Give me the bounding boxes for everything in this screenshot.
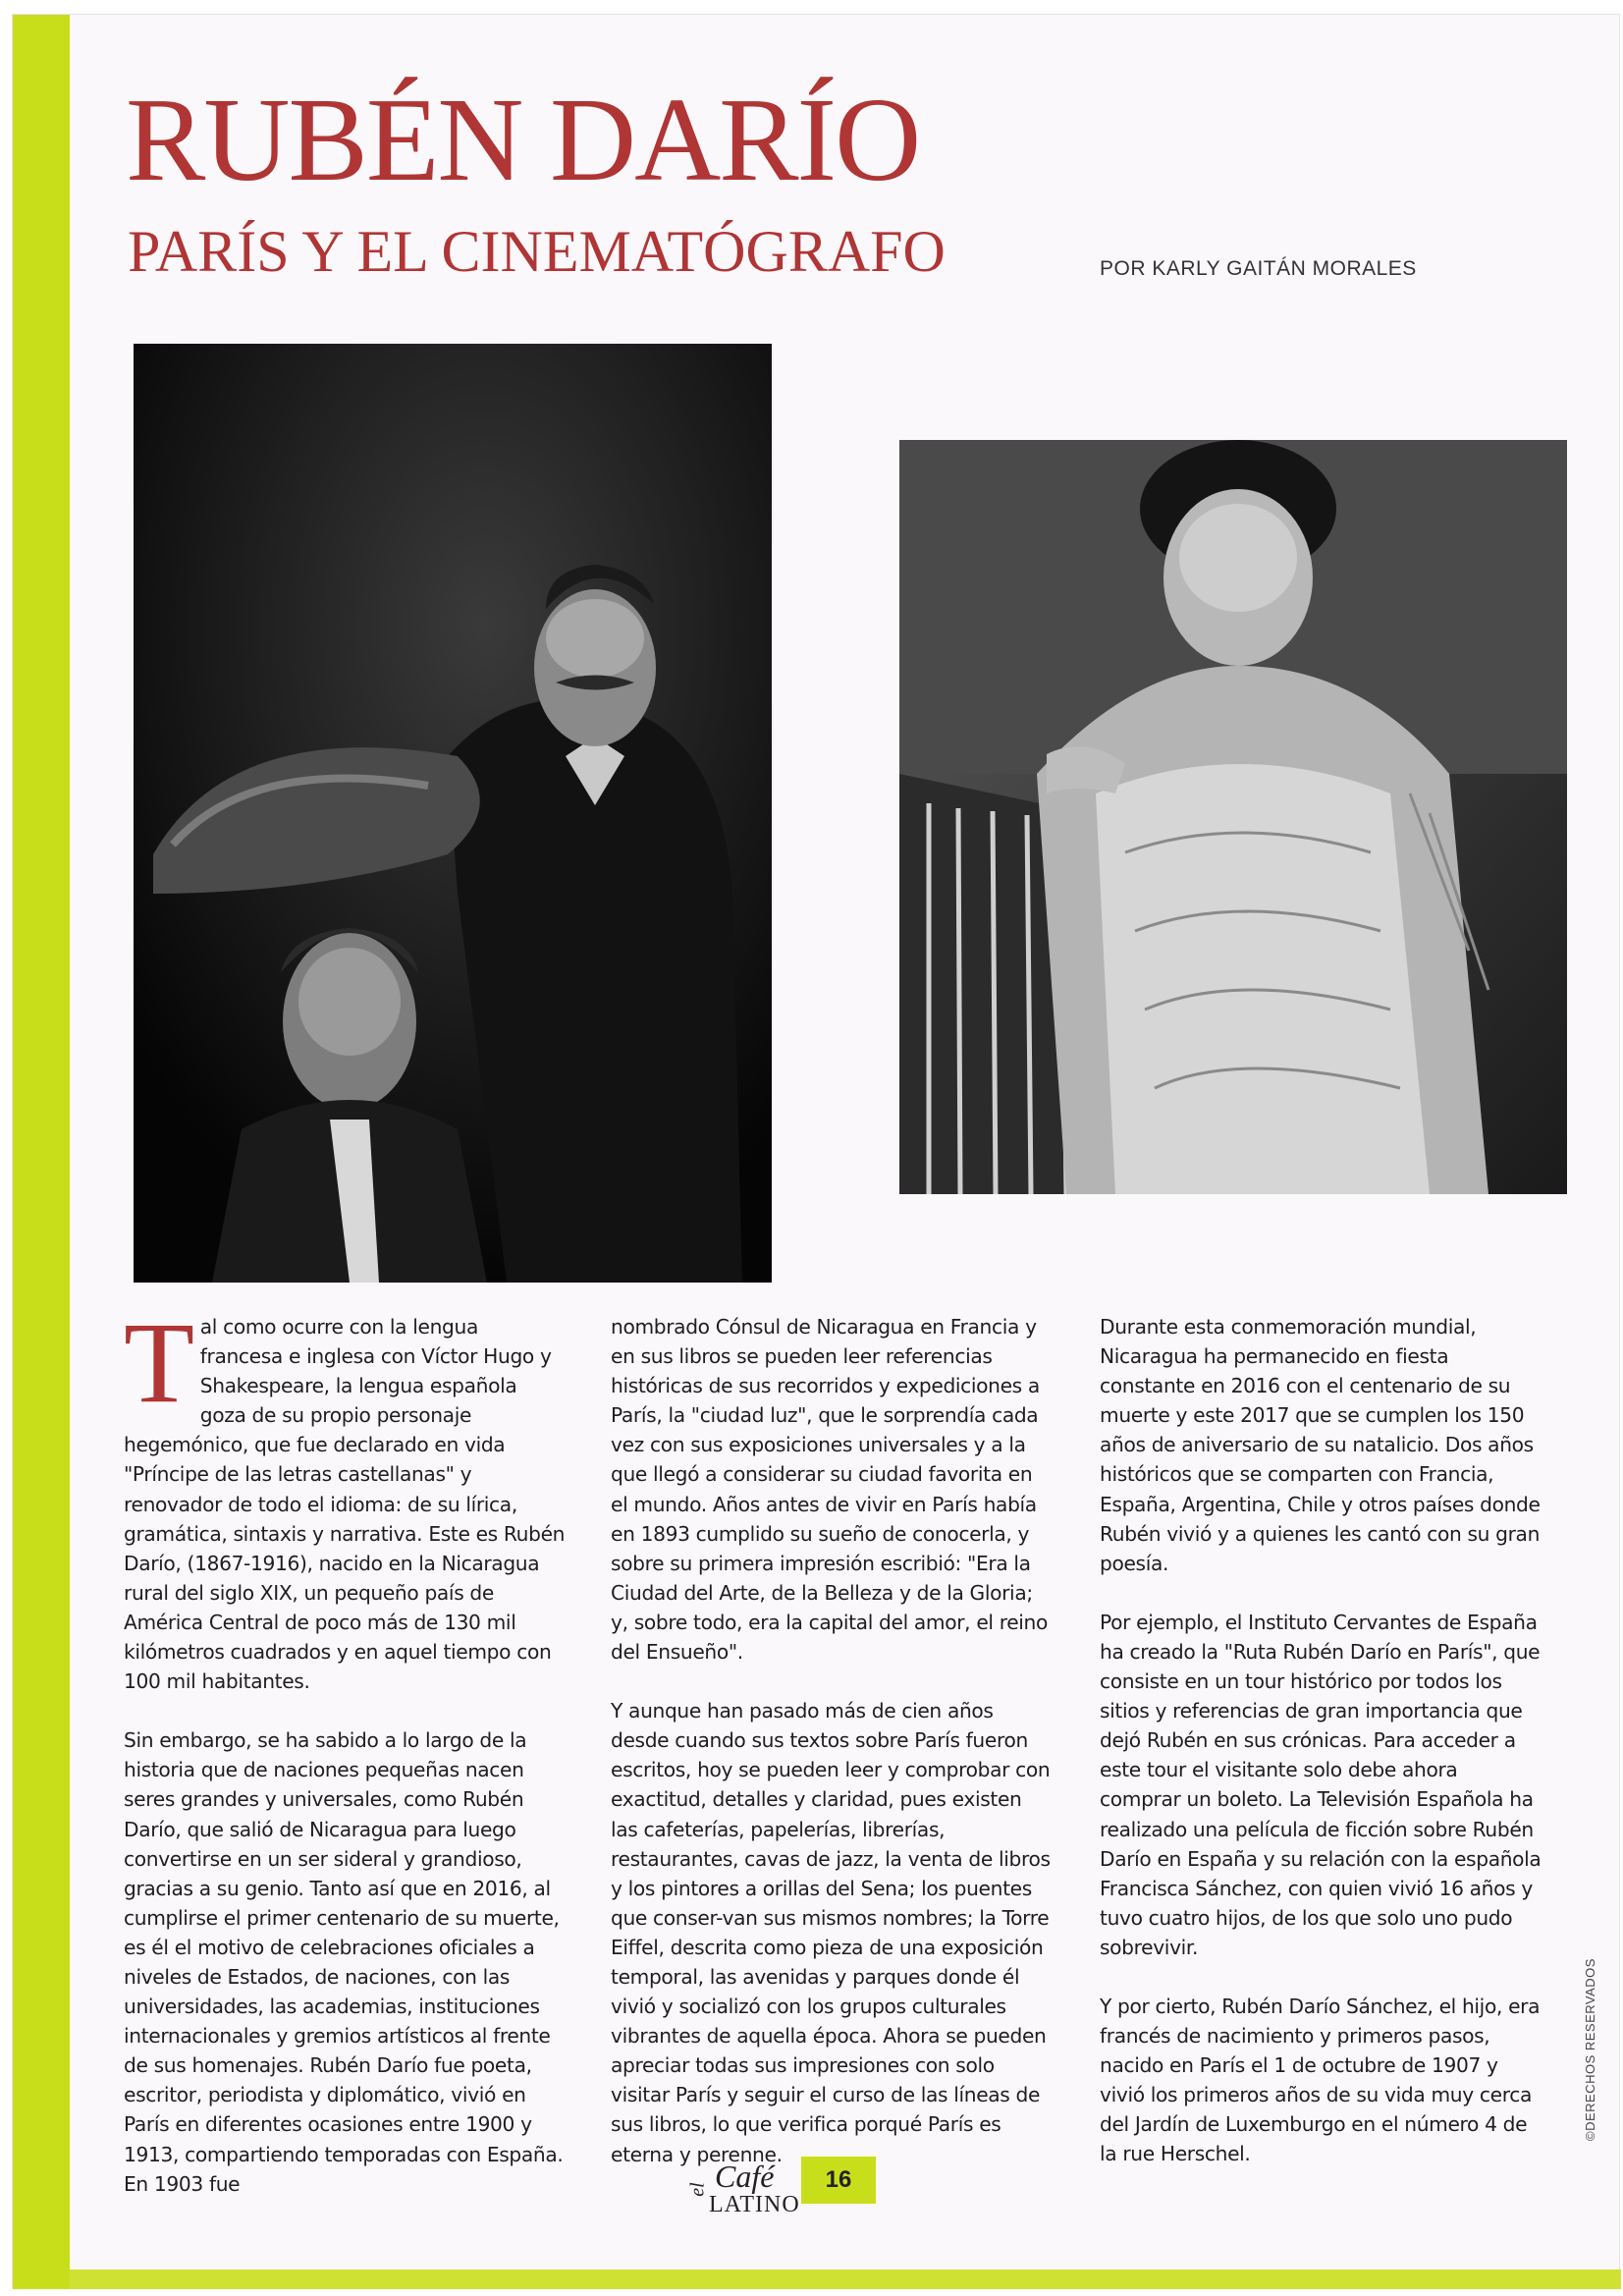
article-column-1 — [124, 1298, 566, 2228]
paragraph: Y aunque han pasado más de cien años desde cuando sus textos sobre París fueron escritos, hoy se pueden leer y comprobar con exactitud, detalles y claridad, pues existen las cafeterías, papelerías, librerías, restaurantes, cavas de jazz, la venta de libros y los pintores a orillas del Sena; los puentes que conser-van sus mismos nombres; la Torre Eiffel, descrita como pieza de una exposición temporal, las avenidas y parques donde él vivió y socializó con los grupos culturales vibrantes de aquella época. Ahora se pueden apreciar todas sus impresiones con solo visitar París y seguir el curso de las líneas de sus libros, lo que verifica porqué París es eterna y perenne. — [611, 1699, 1051, 2166]
logo-cafe: Café — [715, 2159, 775, 2194]
copyright-notice: ©DERECHOS RESERVADOS — [1583, 1958, 1597, 2141]
photo-woman-portrait — [899, 440, 1567, 1194]
paragraph: Sin embargo, se ha sabido a lo largo de la historia que de naciones pequeñas nacen seres grandes y universales, como Rubén Darío, que salió de Nicaragua para luego convertirse en un ser sideral y grandioso, gracias a su genio. Tanto así que en 2016, al cumplirse el primer centenario de su muerte, es él el motivo de celebraciones oficiales a niveles de Estados, de naciones, con las universidades, las academias, instituciones internacionales y gremios artísticos al frente de sus homenajes. Rubén Darío fue poeta, escritor, periodista y diplomático, vivió en París en diferentes ocasiones entre 1900 y 1913, compartiendo temporadas con España. En 1903 fue — [124, 1728, 564, 2196]
page-number: 16 — [801, 2157, 876, 2204]
article-subtitle: PARÍS Y EL CINEMATÓGRAFO — [128, 219, 946, 284]
paragraph-text: al como ocurre con la lengua francesa e inglesa con Víctor Hugo y Shakespeare, la lengua española goza de su propio personaje hegemónico, que fue declarado en vida "Príncipe de las letras castellanas" y renovador de todo el idioma: de su lírica, gramática, sintaxis y narrativa. Este es Rubén Darío, (1867-1916), nacido en la Nicaragua rural del siglo XIX, un pequeño país de América Central de poco más de 130 mil kilómetros cuadrados y en aquel tiempo con 100 mil habitantes. — [124, 1315, 566, 1694]
magazine-logo — [686, 2159, 800, 2221]
paragraph: Durante esta conmemoración mundial, Nicaragua ha permanecido en fiesta constante en 2016 con el centenario de su muerte y este 2017 que se cumplen los 150 años de aniversario de su natalicio. Dos años históricos que se comparten con Francia, España, Argentina, Chile y otros países donde Rubén vivió y a quienes les cantó con su gran poesía. — [1100, 1315, 1541, 1575]
paragraph — [124, 1298, 566, 1696]
logo-latino: LATINO — [709, 2192, 800, 2217]
paragraph: nombrado Cónsul de Nicaragua en Francia y en sus libros se pueden leer referencias históricas de sus recorridos y expediciones a París, la "ciudad luz", que le sorprendía cada vez con sus exposiciones universales y a la que llegó a considerar su ciudad favorita en el mundo. Años antes de vivir en París había en 1893 cumplido su sueño de conocerla, y sobre su primera impresión escribió: "Era la Ciudad del Arte, de la Belleza y de la Gloria; y, sobre todo, era la capital del amor, el reino del Ensueño". — [611, 1315, 1048, 1665]
article-byline: POR KARLY GAITÁN MORALES — [1100, 257, 1417, 280]
green-side-strip — [13, 15, 70, 2289]
green-bottom-strip — [70, 2269, 1621, 2289]
paragraph: Por ejemplo, el Instituto Cervantes de España ha creado la "Ruta Rubén Darío en París", que consiste en un tour histórico por todos los sitios y referencias de gran importancia que dejó Rubén en sus crónicas. Para acceder a este tour el visitante solo debe ahora comprar un boleto. La Televisión Española ha realizado una película de ficción sobre Rubén Darío en España y su relación con la española Francisca Sánchez, con quien vivió 16 años y tuvo cuatro hijos, de los que solo uno pudo sobrevivir. — [1100, 1610, 1542, 1959]
photo-couple-portrait — [134, 344, 772, 1283]
article-column-3 — [1100, 1312, 1542, 2199]
drop-cap: T — [124, 1298, 194, 1427]
paragraph: Y por cierto, Rubén Darío Sánchez, el hijo, era francés de nacimiento y primeros pasos, nacido en París el 1 de octubre de 1907 y vivió los primeros años de su vida muy cerca del Jardín de Luxemburgo en el número 4 de la rue Herschel. — [1100, 1994, 1541, 2166]
logo-el: el — [686, 2182, 709, 2197]
article-column-2 — [611, 1312, 1053, 2199]
article-title: RUBÉN DARÍO — [126, 74, 920, 206]
